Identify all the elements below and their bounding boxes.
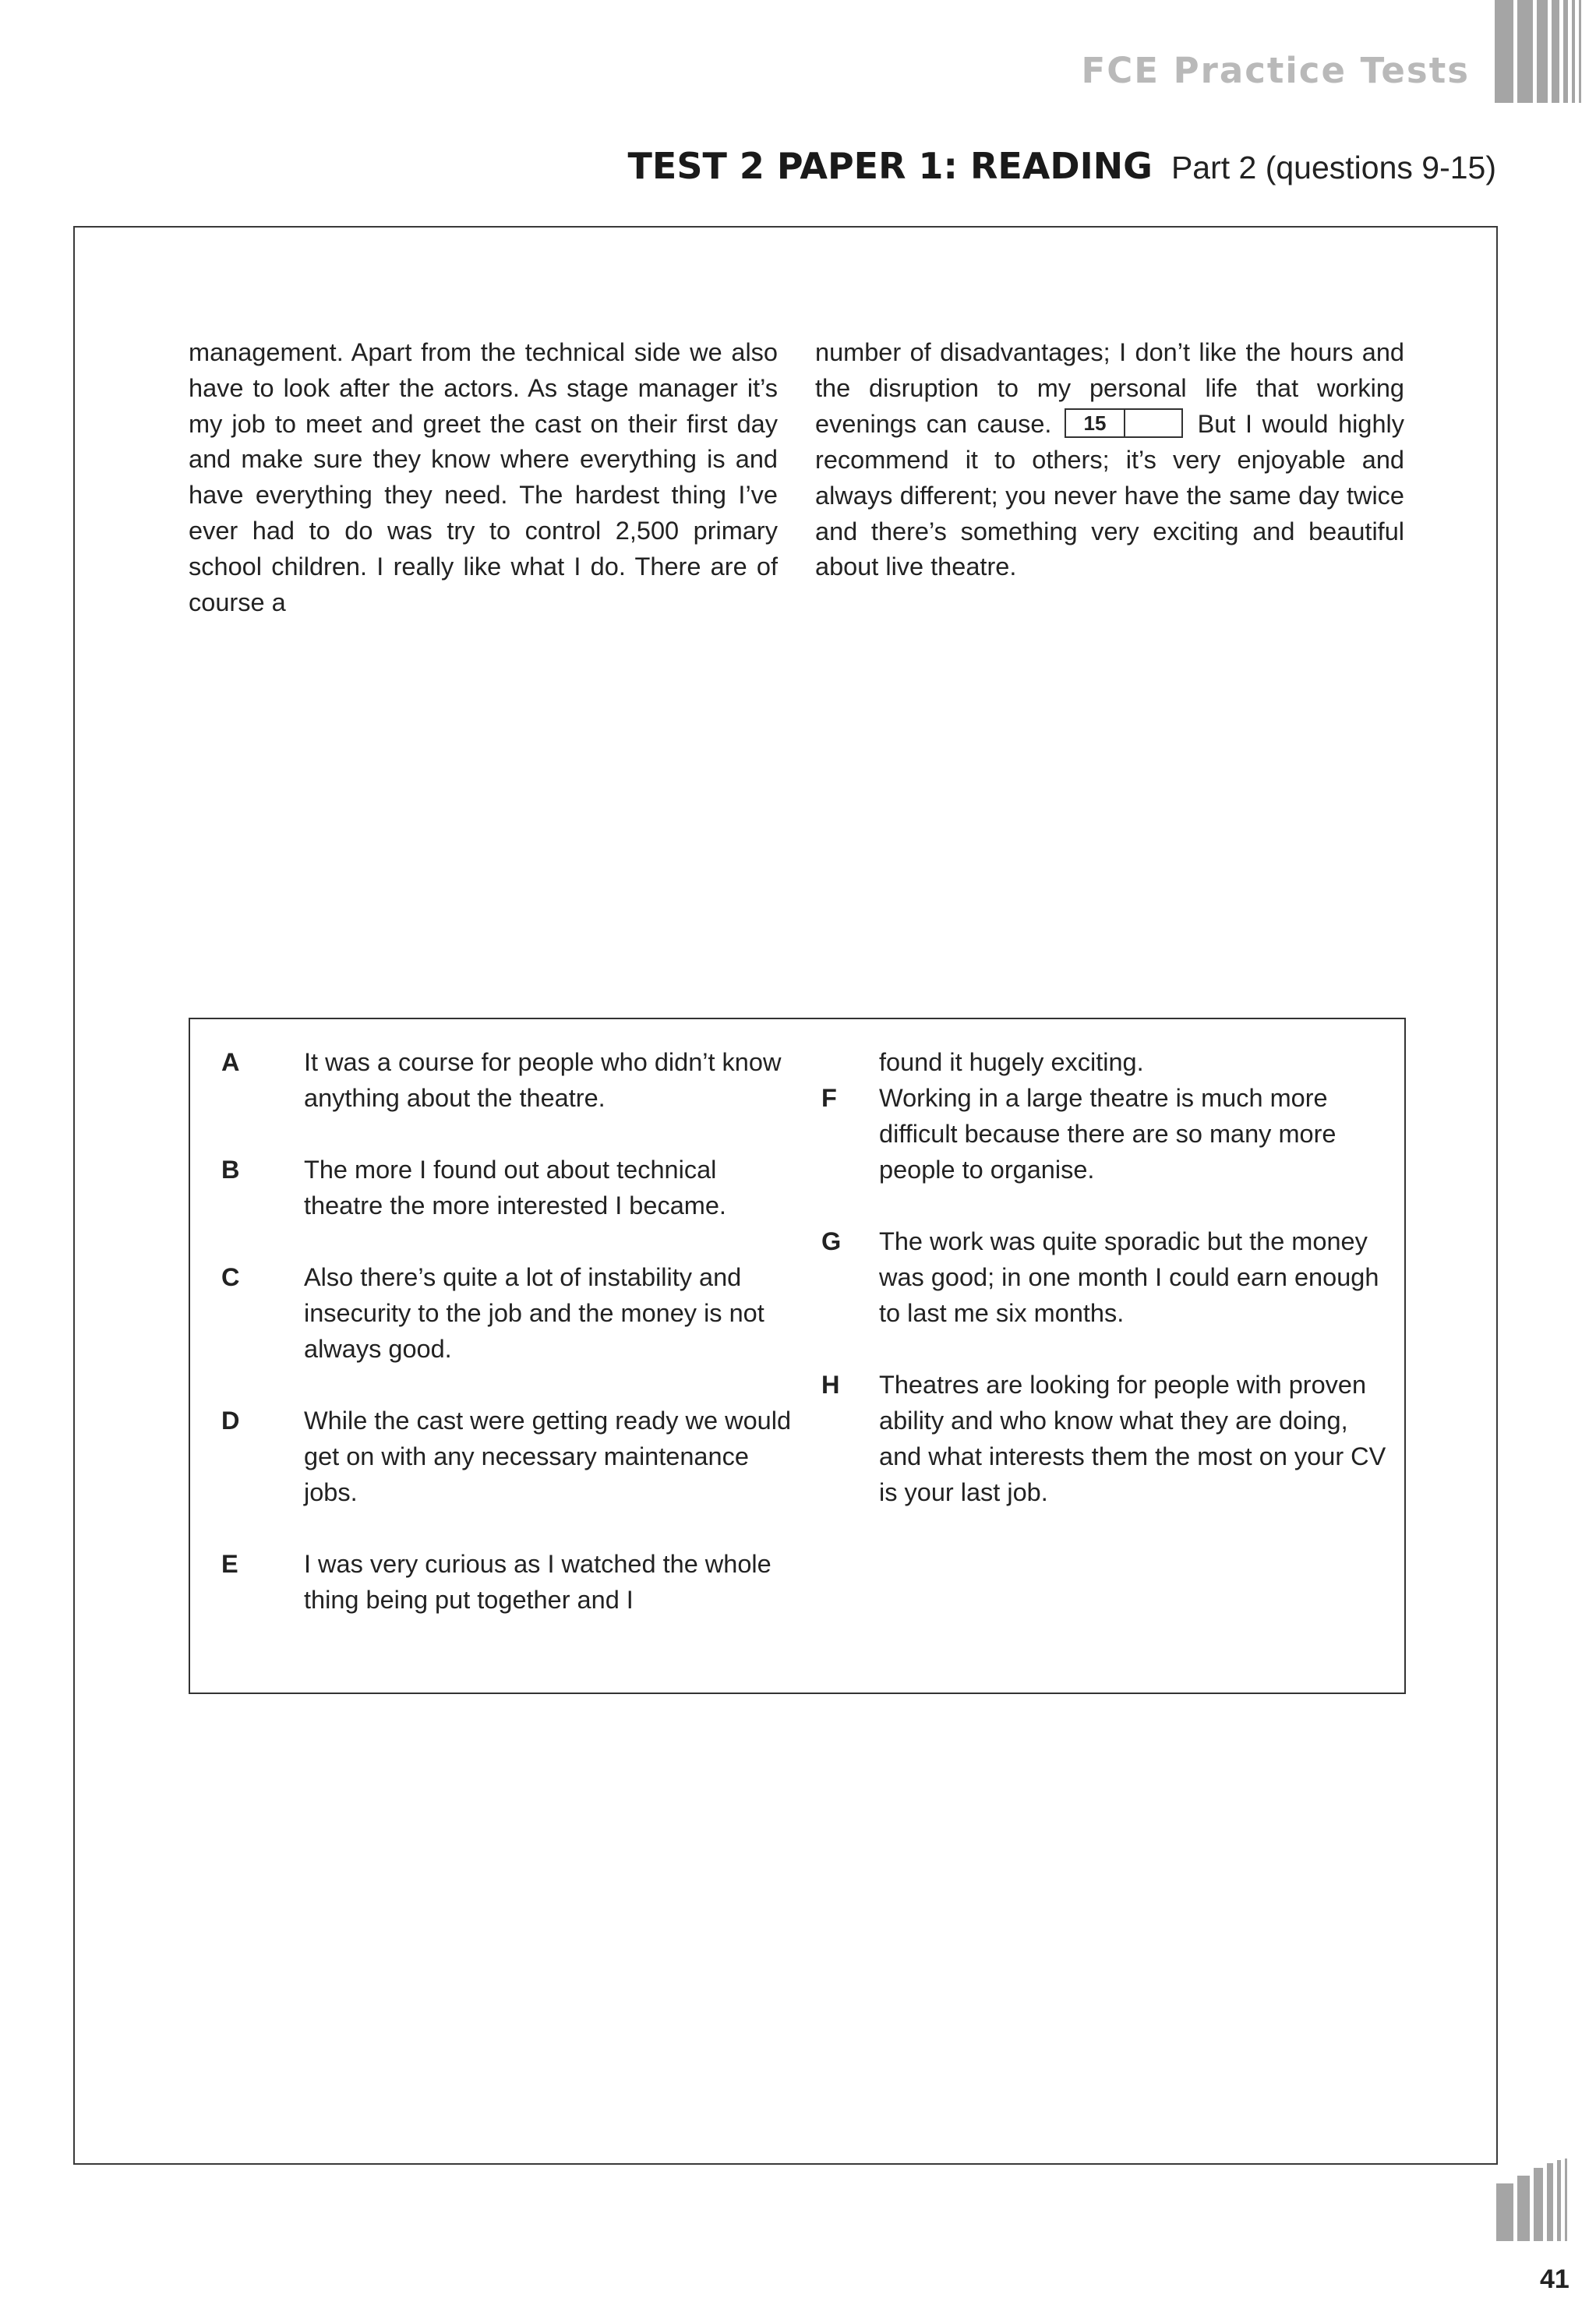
option-f: [804, 1080, 1396, 1188]
option-text: Also there’s quite a lot of instability and insecurity to the job and the money is not always good.: [304, 1263, 764, 1363]
heading-sub: Part 2 (questions 9-15): [1171, 150, 1496, 185]
option-letter: D: [221, 1407, 240, 1435]
decorative-bars-bottom: [1496, 2159, 1567, 2241]
passage-left-column: management. Apart from the technical side we also have to look after the actors. As stage manager it’s my job to meet and greet the cast on their first day and make sure they know where everything is and have everything they need. The hardest thing I’ve ever had to do was try to control 2,500 primary school children. I really like what I do. There are of course a: [189, 338, 778, 616]
option-letter: B: [221, 1156, 240, 1184]
option-c: [190, 1259, 798, 1367]
option-text: Theatres are looking for people with proven ability and who know what they are doing, and what interests them the most on your CV is your last job.: [879, 1371, 1386, 1506]
page-heading: [628, 145, 1496, 187]
option-text: I was very curious as I watched the whole thing being put together and I: [304, 1550, 772, 1614]
options-left-column: [190, 1044, 798, 1654]
passage-right-column: [815, 335, 1404, 585]
heading-main: TEST 2 PAPER 1: READING: [627, 145, 1153, 187]
options-box: [189, 1018, 1406, 1694]
decorative-bars-top: [1495, 0, 1581, 103]
option-h: [804, 1367, 1396, 1510]
option-letter: C: [221, 1263, 240, 1291]
passage-right-before: number of disadvantages; I don’t like the hours and the disruption to my personal life that working evenings can cause.: [815, 338, 1404, 438]
gap-number: 15: [1066, 410, 1125, 436]
series-title: FCE Practice Tests: [1081, 50, 1470, 91]
option-e: [190, 1546, 798, 1618]
option-text: The work was quite sporadic but the money was good; in one month I could earn enough to last me six months.: [879, 1227, 1379, 1327]
option-text: Working in a large theatre is much more difficult because there are so many more people to organise.: [879, 1084, 1336, 1184]
option-text: While the cast were getting ready we would get on with any necessary maintenance jobs.: [304, 1407, 792, 1506]
option-d: [190, 1403, 798, 1510]
option-letter: G: [821, 1227, 842, 1255]
gap-blank[interactable]: [1125, 410, 1181, 436]
option-text: It was a course for people who didn’t know anything about the theatre.: [304, 1048, 782, 1112]
option-letter: E: [221, 1550, 238, 1578]
option-letter: H: [821, 1371, 840, 1399]
page-number: 41: [1540, 2264, 1570, 2294]
option-letter: A: [221, 1048, 240, 1076]
option-g: [804, 1223, 1396, 1331]
passage-right-after: But I would highly recommend it to others; it’s very enjoyable and always different; you never have the same day twice and there’s something very exciting and beautiful about live theatre.: [815, 409, 1405, 581]
option-text: The more I found out about technical theatre the more interested I became.: [304, 1156, 726, 1220]
option-a: [190, 1044, 798, 1116]
gap-answer-box[interactable]: [1065, 408, 1183, 438]
option-b: [190, 1152, 798, 1223]
option-e-continuation: found it hugely exciting.: [879, 1048, 1144, 1076]
options-right-column: [804, 1044, 1396, 1546]
option-letter: F: [821, 1084, 837, 1112]
